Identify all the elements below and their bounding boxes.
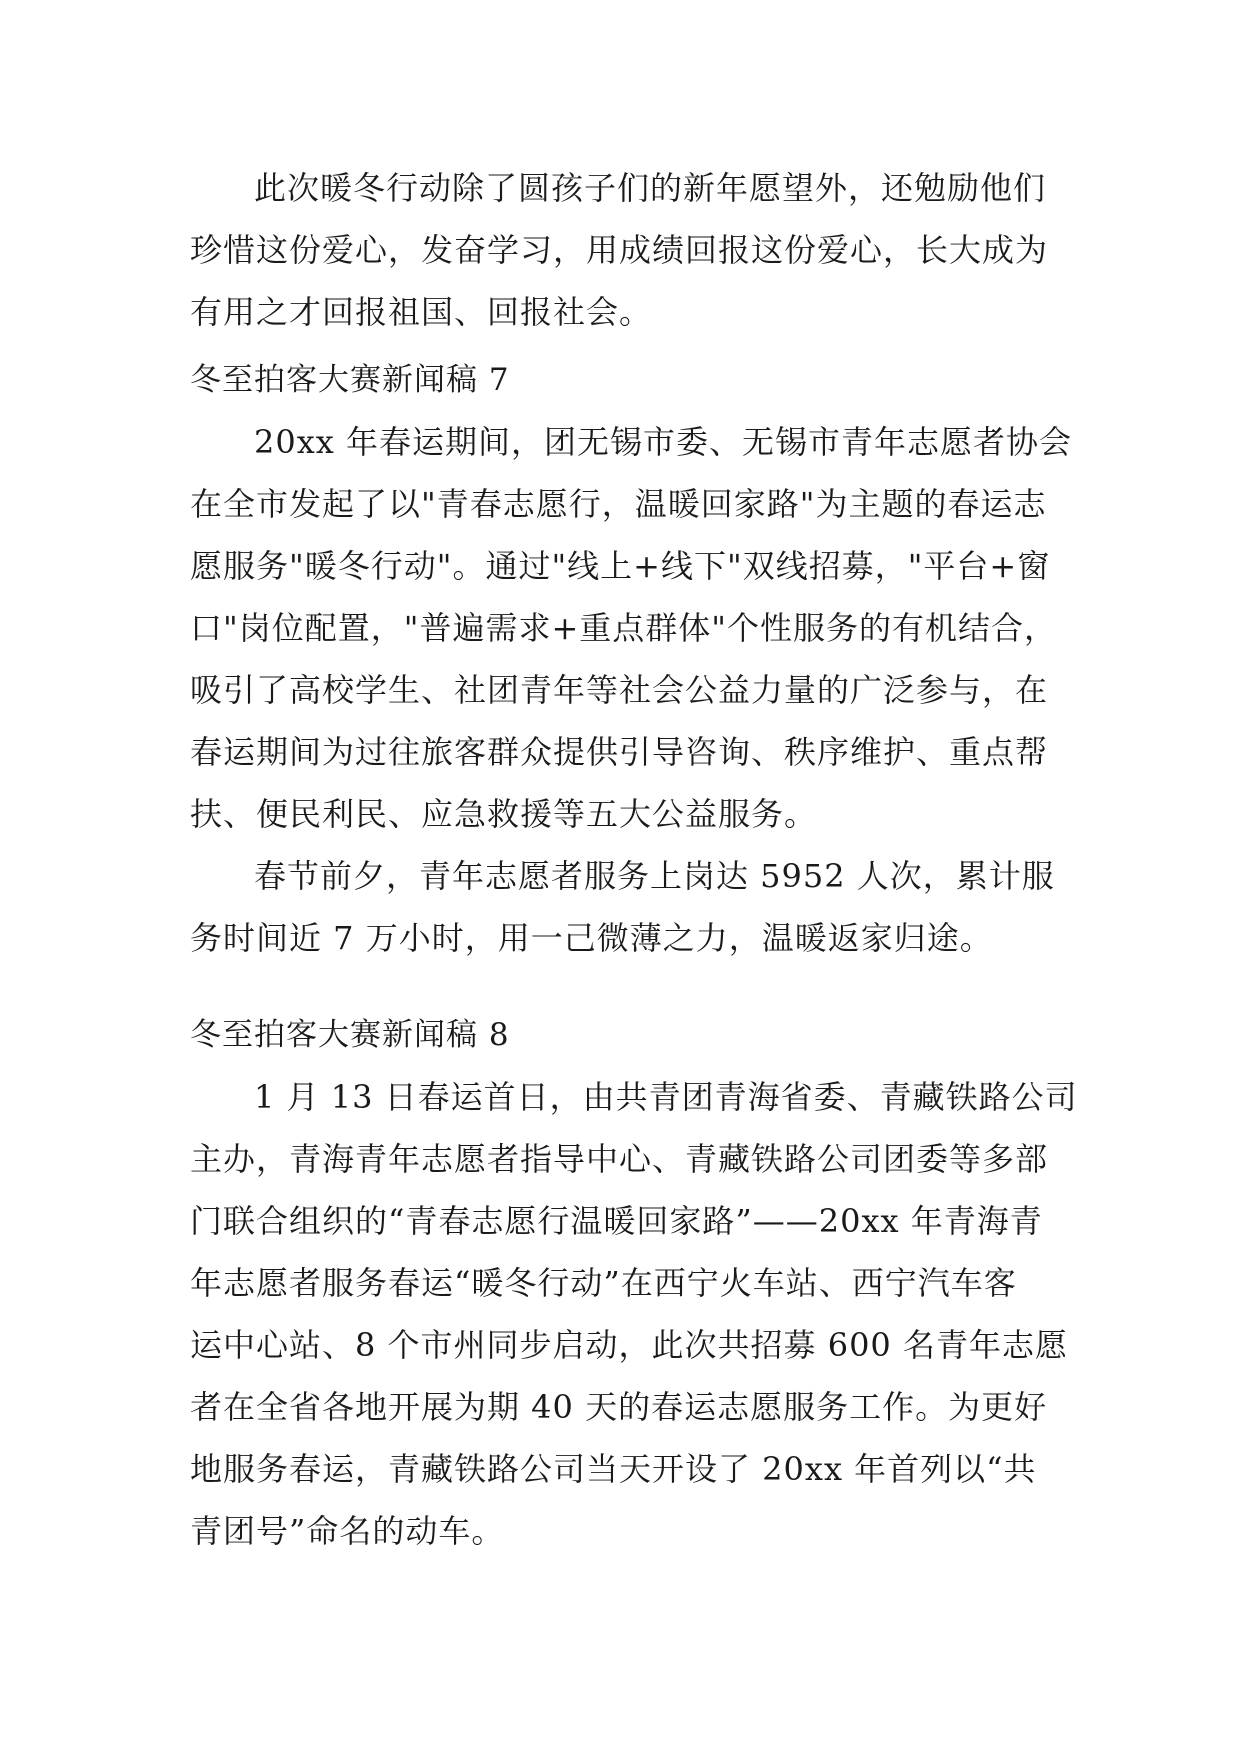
text-line: 者在全省各地开展为期 40 天的春运志愿服务工作。为更好 xyxy=(190,1388,1048,1426)
text-line: 地服务春运，青藏铁路公司当天开设了 20xx 年首列以“共 xyxy=(190,1450,1037,1488)
text-line: 年志愿者服务春运“暖冬行动”在西宁火车站、西宁汽车客 xyxy=(190,1264,1017,1302)
section-heading: 冬至拍客大赛新闻稿 8 xyxy=(190,1017,510,1053)
text-line: 20xx 年春运期间，团无锡市委、无锡市青年志愿者协会 xyxy=(254,423,1072,461)
text-line: 此次暖冬行动除了圆孩子们的新年愿望外，还勉励他们 xyxy=(254,169,1047,207)
section-news-7 xyxy=(190,349,1072,969)
paragraph-volunteer-stats xyxy=(190,845,1060,969)
text-line: 珍惜这份爱心，发奋学习，用成绩回报这份爱心，长大成为 xyxy=(190,231,1049,269)
text-line: 口"岗位配置，"普遍需求+重点群体"个性服务的有机结合， xyxy=(190,609,1057,647)
text-line: 春节前夕，青年志愿者服务上岗达 5952 人次，累计服 xyxy=(254,857,1055,895)
text-line: 运中心站、8 个市州同步启动，此次共招募 600 名青年志愿 xyxy=(190,1326,1068,1364)
section-news-8 xyxy=(190,1004,1078,1562)
text-line: 有用之才回报祖国、回报社会。 xyxy=(190,293,653,331)
text-line: 务时间近 7 万小时，用一己微薄之力，温暖返家归途。 xyxy=(190,919,993,957)
text-line: 青团号”命名的动车。 xyxy=(190,1512,505,1550)
text-line: 愿服务"暖冬行动"。通过"线上+线下"双线招募，"平台+窗 xyxy=(190,547,1051,585)
paragraph-qinghai-spring-travel xyxy=(190,1066,1078,1562)
text-line: 门联合组织的“青春志愿行温暖回家路”——20xx 年青海青 xyxy=(190,1202,1043,1240)
paragraph-warm-winter-closing xyxy=(190,157,1060,343)
text-line: 1 月 13 日春运首日，由共青团青海省委、青藏铁路公司 xyxy=(254,1078,1078,1116)
text-line: 主办，青海青年志愿者指导中心、青藏铁路公司团委等多部 xyxy=(190,1140,1049,1178)
text-line: 扶、便民利民、应急救援等五大公益服务。 xyxy=(190,795,818,833)
section-heading: 冬至拍客大赛新闻稿 7 xyxy=(190,362,510,398)
text-line: 在全市发起了以"青春志愿行，温暖回家路"为主题的春运志 xyxy=(190,485,1047,523)
paragraph-wuxi-spring-travel xyxy=(190,411,1072,845)
text-line: 吸引了高校学生、社团青年等社会公益力量的广泛参与，在 xyxy=(190,671,1049,709)
text-line: 春运期间为过往旅客群众提供引导咨询、秩序维护、重点帮 xyxy=(190,733,1049,771)
